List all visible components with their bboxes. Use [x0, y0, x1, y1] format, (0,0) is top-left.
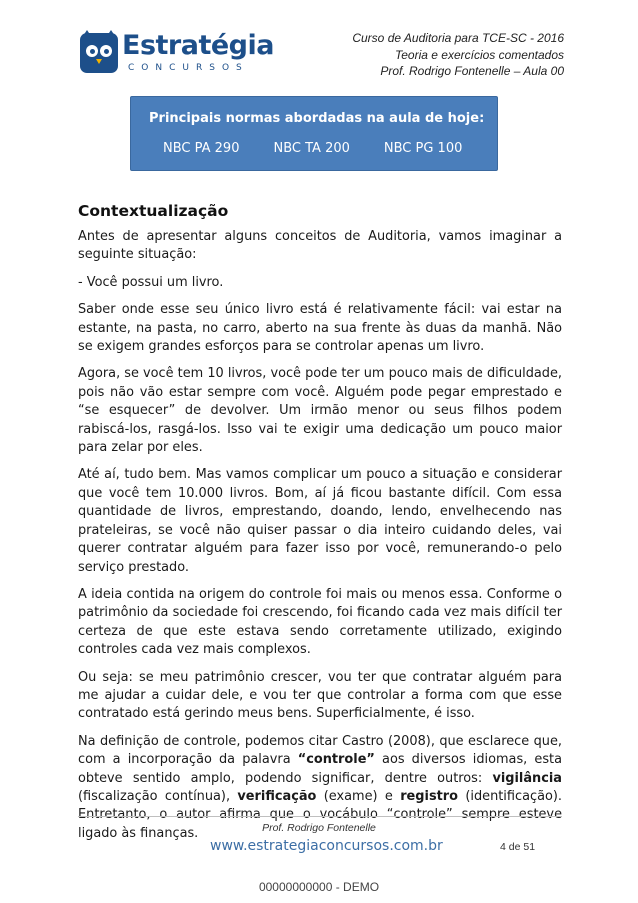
logo-subtitle: CONCURSOS — [128, 63, 249, 73]
norms-title: Principais normas abordadas na aula de hoje: — [149, 111, 485, 126]
owl-icon — [80, 33, 118, 73]
logo-wordmark: Estratégia — [122, 30, 274, 61]
page-number: 4 de 51 — [500, 841, 536, 853]
norms-box — [130, 96, 498, 171]
footer-url-link[interactable]: www.estrategiaconcursos.com.br — [210, 838, 443, 854]
course-subtitle: Teoria e exercícios comentados — [395, 47, 564, 62]
footer-author: Prof. Rodrigo Fontenelle — [262, 822, 376, 834]
paragraph: A ideia contida na origem do controle foi mais ou menos essa. Conforme o patrimônio da sociedade foi crescendo, foi ficando cada vez mais difícil ter certeza de que este estava sendo corretamente utilizado, exigindo controles cada vez mais complexos. — [78, 586, 562, 658]
demo-watermark: 00000000000 - DEMO — [258, 880, 380, 894]
norms-list — [163, 141, 496, 156]
paragraph: - Você possui um livro. — [78, 274, 224, 290]
paragraph: Até aí, tudo bem. Mas vamos complicar um pouco a situação e considerar que você tem 10.000 livros. Bom, aí já ficou bastante difícil. Com essa quantidade de livros, emprestando, doando, lendo, envelhecendo nas prateleiras, se você não quiser passar o dia inteiro cuidando deles, vai querer contratar alguém para fazer isso por você, remunerando-o pelo serviço prestado. — [78, 467, 562, 575]
author-lesson: Prof. Rodrigo Fontenelle – Aula 00 — [380, 64, 564, 78]
bold-term: “controle” — [297, 752, 375, 768]
norm-item: NBC PA 290 — [163, 141, 240, 156]
bold-term: vigilância — [492, 770, 562, 786]
bold-term: verificação — [237, 788, 317, 804]
bold-term: registro — [400, 788, 458, 804]
norm-item: NBC TA 200 — [273, 141, 350, 156]
norm-item: NBC PG 100 — [383, 141, 463, 156]
section-title: Contextualização — [78, 202, 229, 220]
header-info — [352, 30, 564, 80]
course-title: Curso de Auditoria para TCE-SC - 2016 — [352, 31, 564, 45]
paragraph: Saber onde esse seu único livro está é relativamente fácil: vai estar na estante, na pasta, no carro, aberto na sua frente às duas da manhã. Não se exigem grandes esforços para se controlar apenas um livro. — [78, 302, 562, 355]
paragraph: Antes de apresentar alguns conceitos de Auditoria, vamos imaginar a seguinte situação: — [78, 229, 562, 263]
paragraph: Na definição de controle, podemos citar Castro (2008), que esclarece que, com a incorporação da palavra “controle” aos diversos idiomas, esta obteve sentido amplo, podendo significar, dentre outros: vigilância (fiscalização contínua), verificação (exame) e registro (identificação). Entretanto, o autor afirma que o vocábulo “controle” sempre esteve ligado às finanças. — [78, 733, 562, 841]
estrategia-logo — [80, 30, 274, 80]
paragraph: Agora, se você tem 10 livros, você pode ter um pouco mais de dificuldade, pois não vão estar sempre com você. Alguém pode pegar emprestado e “se esquecer” de devolver. Um irmão menor ou seus filhos podem rabiscá-los, rasgá-los. Isso vai te exigir uma dedicação um pouco maior para zelar por eles. — [78, 366, 562, 456]
paragraph: Ou seja: se meu patrimônio crescer, vou ter que contratar alguém para me ajudar a cuidar dele, e vou ter que controlar a forma com que esse contratado está gerindo meus bens. Superficialmente, é isso. — [78, 669, 562, 722]
footer-divider — [78, 816, 562, 817]
body-text — [78, 228, 562, 852]
